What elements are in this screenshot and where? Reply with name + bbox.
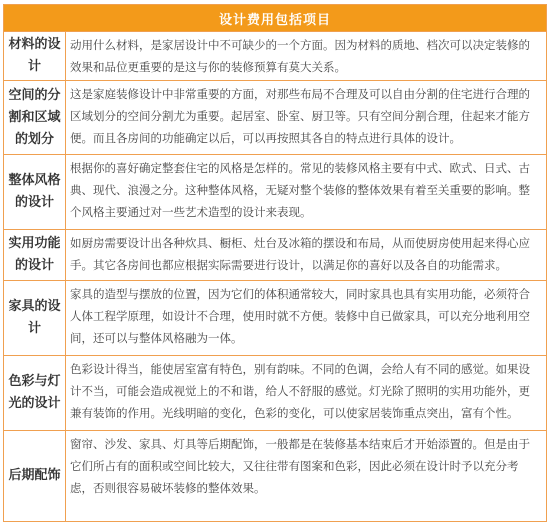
table-row-decor (4, 431, 546, 521)
row-content: 这是家庭装修设计中非常重要的方面，对那些布局不合理及可以自由分割的住宅进行合理的区域划分的空间分割尤为重要。起居室、卧室、厨卫等。只有空间分割合理，住起来才能方便。而且各房间的功能确定以后，可以再按照其各自的特点进行具体的设计。 (70, 87, 530, 145)
row-content: 家具的造型与摆放的位置，因为它们的体积通常较大，同时家具也具有实用功能，必须符合人体工程学原理，如设计不合理，使用时就不方便。装修中自已做家具，可以充分地利用空间，还可以与整体风格融为一体。 (70, 287, 530, 345)
row-label: 实用功能的设计 (4, 230, 66, 280)
table-row-furniture (4, 281, 546, 356)
row-label: 家具的设计 (4, 281, 66, 355)
table-row-function (4, 230, 546, 281)
table-row-style (4, 155, 546, 230)
row-label: 后期配饰 (4, 431, 66, 521)
row-label: 材料的设计 (4, 32, 66, 80)
row-label: 整体风格的设计 (4, 155, 66, 229)
design-fee-table (3, 4, 547, 522)
row-content: 窗帘、沙发、家具、灯具等后期配饰，一般都是在装修基本结束后才开始添置的。但是由于它们所占有的面积或空间比较大，又往往带有图案和色彩，因此必须在设计时予以充分考虑，否则很容易破坏装修的整体效果。 (70, 437, 530, 495)
table-title: 设计费用包括项目 (4, 5, 546, 32)
row-content: 如厨房需要设计出各种炊具、橱柜、灶台及冰箱的摆设和布局，从而使厨房使用起来得心应手。其它各房间也都应根据实际需要进行设计，以满足你的喜好以及各自的功能需求。 (70, 236, 530, 272)
row-label: 空间的分割和区域的划分 (4, 81, 66, 154)
row-content: 色彩设计得当，能使居室富有特色，别有韵味。不同的色调，会给人有不同的感觉。如果设计不当，可能会造成视觉上的不和谐，给人不舒服的感觉。灯光除了照明的实用功能外，更兼有装饰的作用。光线明暗的变化，色彩的变化，可以使家居装饰重点突出，富有个性。 (70, 362, 530, 420)
table-row-color-light (4, 356, 546, 431)
table-row-material (4, 32, 546, 81)
row-content: 动用什么材料，是家居设计中不可缺少的一个方面。因为材料的质地、档次可以决定装修的效果和品位更重要的是这与你的装修预算有莫大关系。 (70, 38, 530, 74)
row-label: 色彩与灯光的设计 (4, 356, 66, 430)
row-content: 根据你的喜好确定整套住宅的风格是怎样的。常见的装修风格主要有中式、欧式、日式、古典、现代、浪漫之分。这种整体风格，无疑对整个装修的整体效果有着至关重要的影响。整个风格主要通过对一些艺术造型的设计来表现。 (70, 161, 530, 219)
table-row-space (4, 81, 546, 155)
